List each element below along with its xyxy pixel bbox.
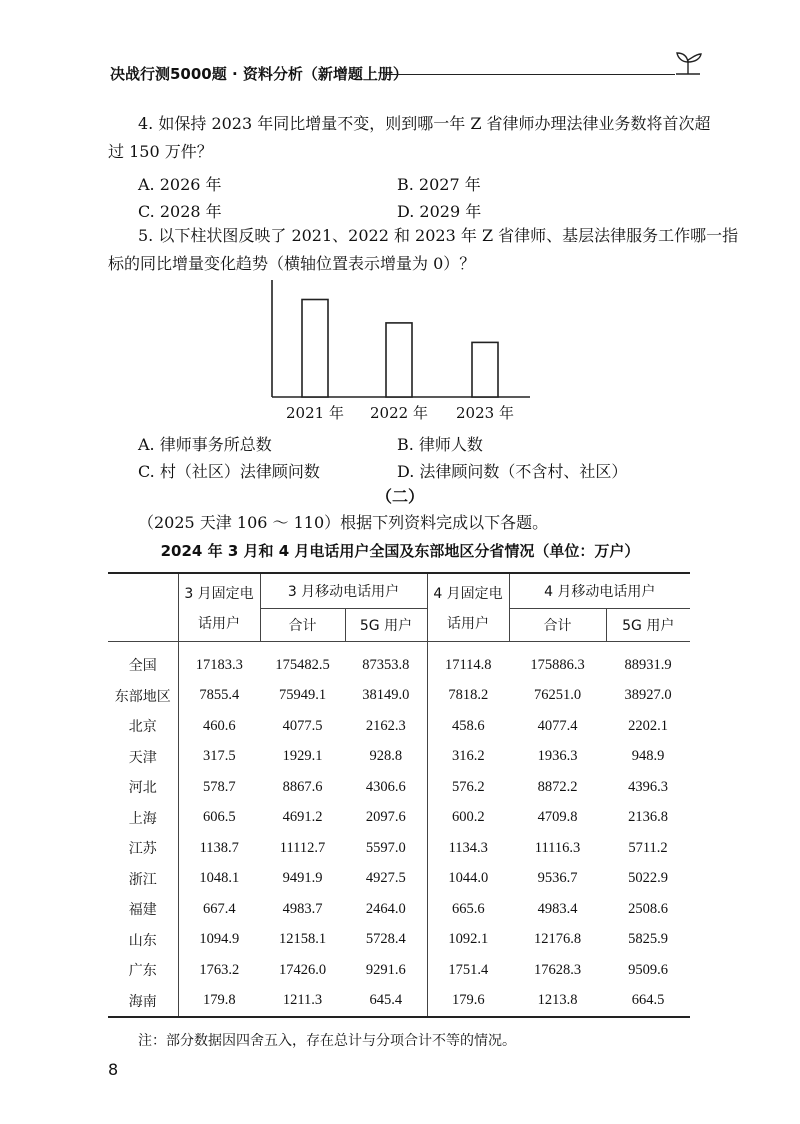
table-row (108, 986, 690, 1018)
table-cell: 458.6 (427, 711, 509, 742)
table-cell: 1763.2 (178, 955, 260, 986)
table-cell: 4983.7 (282, 900, 323, 917)
table-cell: 5022.9 (628, 870, 668, 887)
table-cell: 1751.4 (427, 955, 509, 986)
table-cell: 8872.2 (537, 778, 578, 795)
table-cell: 38149.0 (362, 687, 410, 704)
table-cell: 4983.4 (537, 900, 578, 917)
bar-2 (472, 342, 498, 397)
header-mar-fixed-line2: 话用户 (198, 615, 240, 632)
q4-option-c: C. 2028 年 (138, 202, 222, 221)
table-cell: 2202.1 (628, 717, 668, 734)
sprout-icon (668, 48, 708, 80)
header-apr-5g: 5G 用户 (606, 609, 690, 642)
header-apr-fixed (427, 573, 509, 642)
header-apr-fixed-line1: 4 月固定电 (433, 585, 503, 602)
running-header-title: 决战行测5000题 · 资料分析（新增题上册） (110, 65, 408, 83)
row-label: 江苏 (128, 841, 157, 858)
table-row (108, 833, 690, 864)
bar-1 (386, 323, 412, 397)
header-apr-mobile: 4 月移动电话用户 (509, 573, 690, 609)
table-cell: 576.2 (427, 772, 509, 803)
row-label: 东部地区 (114, 688, 171, 705)
x-tick-label: 2023 年 (456, 404, 514, 422)
table-row (108, 772, 690, 803)
table-cell: 4691.2 (282, 809, 323, 826)
table-cell: 664.5 (606, 986, 690, 1018)
table-cell: 9509.6 (628, 961, 668, 978)
table-cell: 667.4 (178, 894, 260, 925)
table-cell: 600.2 (427, 803, 509, 834)
table-cell: 2464.0 (365, 900, 406, 917)
table-body (108, 642, 690, 1018)
header-mar-total: 合计 (260, 609, 345, 642)
header-mar-mobile: 3 月移动电话用户 (260, 573, 427, 609)
table-cell: 88931.9 (624, 656, 672, 673)
table-cell: 75949.1 (278, 687, 327, 704)
q5-option-c: C. 村（社区）法律顾问数 (138, 462, 320, 481)
bar-chart (268, 280, 538, 430)
table-cell: 4077.4 (537, 717, 578, 734)
table-cell: 316.2 (427, 742, 509, 773)
table-row (108, 864, 690, 895)
q4-option-d: D. 2029 年 (397, 202, 482, 221)
table-cell: 1936.3 (537, 748, 578, 765)
q4-text-line1: 4. 如保持 2023 年同比增量不变，则到哪一年 Z 省律师办理法律业务数将首次超 (138, 114, 711, 133)
row-label: 上海 (128, 810, 157, 827)
table-cell: 460.6 (178, 711, 260, 742)
table-cell: 17183.3 (178, 642, 260, 681)
phone-users-table (108, 572, 690, 1018)
table-cell: 4077.5 (282, 717, 323, 734)
table-cell: 1211.3 (260, 986, 345, 1018)
header-apr-total: 合计 (509, 609, 606, 642)
table-row (108, 681, 690, 712)
row-label: 山东 (128, 932, 157, 949)
q5-option-b: B. 律师人数 (397, 435, 483, 454)
table-cell: 11116.3 (534, 839, 581, 856)
table-row (108, 955, 690, 986)
table-cell: 179.6 (427, 986, 509, 1018)
table-cell: 175886.3 (530, 656, 585, 673)
table-row (108, 925, 690, 956)
header-mar-5g: 5G 用户 (345, 609, 427, 642)
table-cell: 12176.8 (533, 931, 582, 948)
table-cell: 1044.0 (427, 864, 509, 895)
table-cell: 38927.0 (624, 687, 672, 704)
row-label: 海南 (108, 986, 178, 1018)
section-intro: （2025 天津 106 ～ 110）根据下列资料完成以下各题。 (138, 513, 549, 532)
table-cell: 578.7 (178, 772, 260, 803)
page-number: 8 (108, 1060, 119, 1079)
header-apr-fixed-line2: 话用户 (447, 615, 489, 632)
table-cell: 76251.0 (533, 687, 582, 704)
table-cell: 5825.9 (628, 931, 668, 948)
table-cell: 1048.1 (178, 864, 260, 895)
q5-option-a: A. 律师事务所总数 (138, 435, 272, 454)
table-cell: 2097.6 (365, 809, 406, 826)
table-cell: 317.5 (178, 742, 260, 773)
table-cell: 9536.7 (537, 870, 578, 887)
table-cell: 948.9 (631, 748, 665, 765)
table-cell: 1092.1 (427, 925, 509, 956)
table-cell: 5711.2 (628, 839, 668, 856)
table-row (108, 711, 690, 742)
table-row (108, 742, 690, 773)
table-cell: 8867.6 (282, 778, 323, 795)
table-note: 注：部分数据因四舍五入，存在总计与分项合计不等的情况。 (138, 1033, 516, 1049)
table-cell: 4709.8 (537, 809, 578, 826)
table-row (108, 894, 690, 925)
table-row (108, 803, 690, 834)
table-cell: 4306.6 (365, 778, 406, 795)
x-tick-label: 2022 年 (370, 404, 428, 422)
header-mar-fixed (178, 573, 260, 642)
table-cell: 665.6 (427, 894, 509, 925)
table-cell: 7818.2 (427, 681, 509, 712)
bar-0 (302, 300, 328, 398)
table-cell: 928.8 (369, 748, 403, 765)
header-rule (385, 74, 675, 75)
table-cell: 9491.9 (282, 870, 323, 887)
table-cell: 1094.9 (178, 925, 260, 956)
header-region-blank (108, 573, 178, 642)
row-label: 北京 (128, 719, 157, 736)
table-cell: 12158.1 (278, 931, 327, 948)
row-label: 河北 (128, 780, 157, 797)
row-label: 福建 (128, 902, 157, 919)
q5-text-line1: 5. 以下柱状图反映了 2021、2022 和 2023 年 Z 省律师、基层法律服务工作哪一指 (138, 226, 739, 245)
table-cell: 7855.4 (178, 681, 260, 712)
table-cell: 2508.6 (628, 900, 668, 917)
table-cell: 645.4 (345, 986, 427, 1018)
table-cell: 2136.8 (628, 809, 668, 826)
q5-text-line2: 标的同比增量变化趋势（横轴位置表示增量为 0）？ (108, 254, 476, 273)
table-cell: 4396.3 (628, 778, 668, 795)
table-title: 2024 年 3 月和 4 月电话用户全国及东部地区分省情况（单位：万户） (160, 542, 640, 560)
q4-option-b: B. 2027 年 (397, 175, 481, 194)
table-cell: 1134.3 (427, 833, 509, 864)
table-cell: 87353.8 (362, 656, 410, 673)
table-cell: 5728.4 (365, 931, 406, 948)
table-cell: 179.8 (178, 986, 260, 1018)
header-mar-fixed-line1: 3 月固定电 (184, 585, 254, 602)
row-label: 天津 (128, 749, 157, 766)
table-cell: 1138.7 (178, 833, 260, 864)
table-cell: 17426.0 (278, 961, 327, 978)
table-cell: 4927.5 (365, 870, 406, 887)
table-row (108, 642, 690, 681)
row-label: 浙江 (128, 871, 157, 888)
table-cell: 5597.0 (365, 839, 406, 856)
table-cell: 2162.3 (365, 717, 406, 734)
table-cell: 1213.8 (509, 986, 606, 1018)
table-cell: 1929.1 (282, 748, 323, 765)
table-cell: 17628.3 (533, 961, 582, 978)
q5-option-d: D. 法律顾问数（不含村、社区） (397, 462, 628, 481)
table-cell: 606.5 (178, 803, 260, 834)
table-cell: 9291.6 (365, 961, 406, 978)
table-cell: 17114.8 (427, 642, 509, 681)
x-tick-label: 2021 年 (286, 404, 344, 422)
section-heading: （二） (375, 487, 424, 506)
row-label: 广东 (128, 963, 157, 980)
row-label: 全国 (128, 658, 157, 675)
q4-text-line2: 过 150 万件？ (108, 142, 213, 161)
table-cell: 11112.7 (279, 839, 326, 856)
q4-option-a: A. 2026 年 (138, 175, 222, 194)
table-cell: 175482.5 (275, 656, 330, 673)
